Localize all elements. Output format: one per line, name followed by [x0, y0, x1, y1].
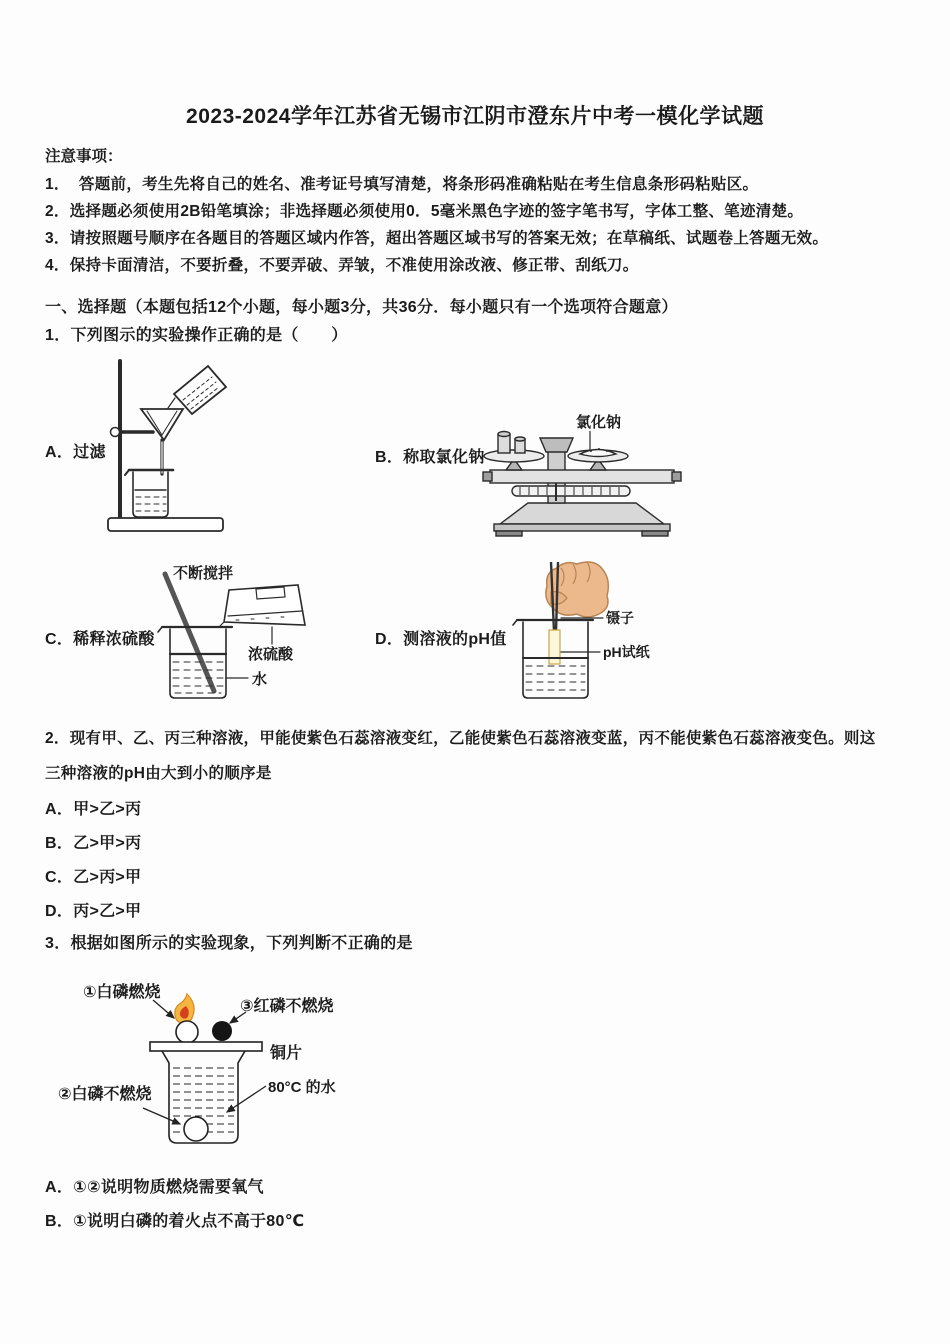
notice-item-4: 4．保持卡面清洁，不要折叠，不要弄破、弄皱，不准使用涂改液、修正带、刮纸刀。: [45, 257, 639, 274]
q2-option-d: D．丙>乙>甲: [45, 903, 142, 920]
rp-noburn-label: ③红磷不燃烧: [240, 998, 334, 1015]
hand: [546, 562, 608, 617]
glass-stirring-rod: [165, 574, 214, 691]
clamp-knob: [111, 428, 120, 437]
q2-stem-line1: 2．现有甲、乙、丙三种溶液，甲能使紫色石蕊溶液变红，乙能使紫色石蕊溶液变蓝，丙不能使紫色石蕊溶液变色。则这: [45, 730, 876, 747]
ph-paper-label: pH试纸: [603, 644, 650, 660]
water-label: 水: [252, 671, 268, 688]
q1-option-d: D．测溶液的pH值: [375, 631, 507, 648]
q2-option-a: A．甲>乙>丙: [45, 801, 142, 818]
nacl-label: 氯化钠: [576, 414, 622, 431]
acid-dilution-diagram: [148, 556, 338, 711]
balance-beam: [490, 470, 674, 483]
beaker: [170, 629, 226, 698]
stand-base: [108, 518, 223, 531]
q3-stem: 3．根据如图所示的实验现象，下列判断不正确的是: [45, 935, 413, 952]
red-phosphorus-on-copper: [212, 1021, 232, 1041]
copper-sheet: [150, 1042, 262, 1051]
balance-diagram: [478, 406, 688, 538]
left-pan: [484, 450, 544, 462]
q1-option-c: C．稀释浓硫酸: [45, 631, 155, 648]
q1-option-b: B．称取氯化钠: [375, 449, 485, 466]
white-phosphorus-on-copper: [176, 1021, 198, 1043]
section-1-heading: 一、选择题（本题包括12个小题，每小题3分，共36分．每小题只有一个选项符合题意）: [45, 299, 678, 316]
copper-label: 铜片: [270, 1045, 303, 1062]
white-phosphorus-in-water: [184, 1117, 208, 1141]
q1-stem: 1．下列图示的实验操作正确的是（ ）: [45, 327, 348, 344]
stir-label: 不断搅拌: [173, 565, 234, 582]
q3-option-a: A．①②说明物质燃烧需要氧气: [45, 1179, 264, 1196]
acid-label: 浓硫酸: [248, 646, 294, 663]
q2-stem-line2: 三种溶液的pH由大到小的顺序是: [45, 765, 272, 782]
hot-water-label: 80°C 的水: [268, 1079, 336, 1096]
notice-item-3: 3．请按照题号顺序在各题目的答题区域内作答，超出答题区域书写的答案无效；在草稿纸、试题卷上答题无效。: [45, 230, 829, 247]
q2-option-c: C．乙>丙>甲: [45, 869, 142, 886]
balance-base: [500, 503, 664, 524]
q2-option-b: B．乙>甲>丙: [45, 835, 142, 852]
wp-burn-label: ①白磷燃烧: [83, 984, 161, 1001]
notice-item-2: 2．选择题必须使用2B铅笔填涂；非选择题必须使用0．5毫米黑色字迹的签字笔书写，字体工整、笔迹清楚。: [45, 203, 804, 220]
notice-item-1: 1． 答题前，考生先将自己的姓名、准考证号填写清楚，将条形码准确粘贴在考生信息条形码粘贴区。: [45, 176, 759, 193]
q3-option-b: B．①说明白磷的着火点不高于80℃: [45, 1213, 305, 1230]
phosphorus-experiment-diagram: [50, 968, 410, 1163]
notice-heading: 注意事项：: [45, 148, 123, 165]
q1-option-a: A．过滤: [45, 444, 106, 461]
receiving-beaker: [133, 472, 168, 517]
tweezers-label: 镊子: [606, 610, 634, 626]
ph-test-diagram: [495, 556, 695, 706]
balance-ruler: [512, 486, 630, 496]
filtration-diagram: [95, 356, 275, 536]
acid-bottle: [224, 585, 305, 625]
wp-noburn-label: ②白磷不燃烧: [58, 1086, 152, 1103]
pouring-beaker: [174, 366, 226, 414]
page-title: 2023-2024学年江苏省无锡市江阴市澄东片中考一模化学试题: [186, 105, 764, 128]
